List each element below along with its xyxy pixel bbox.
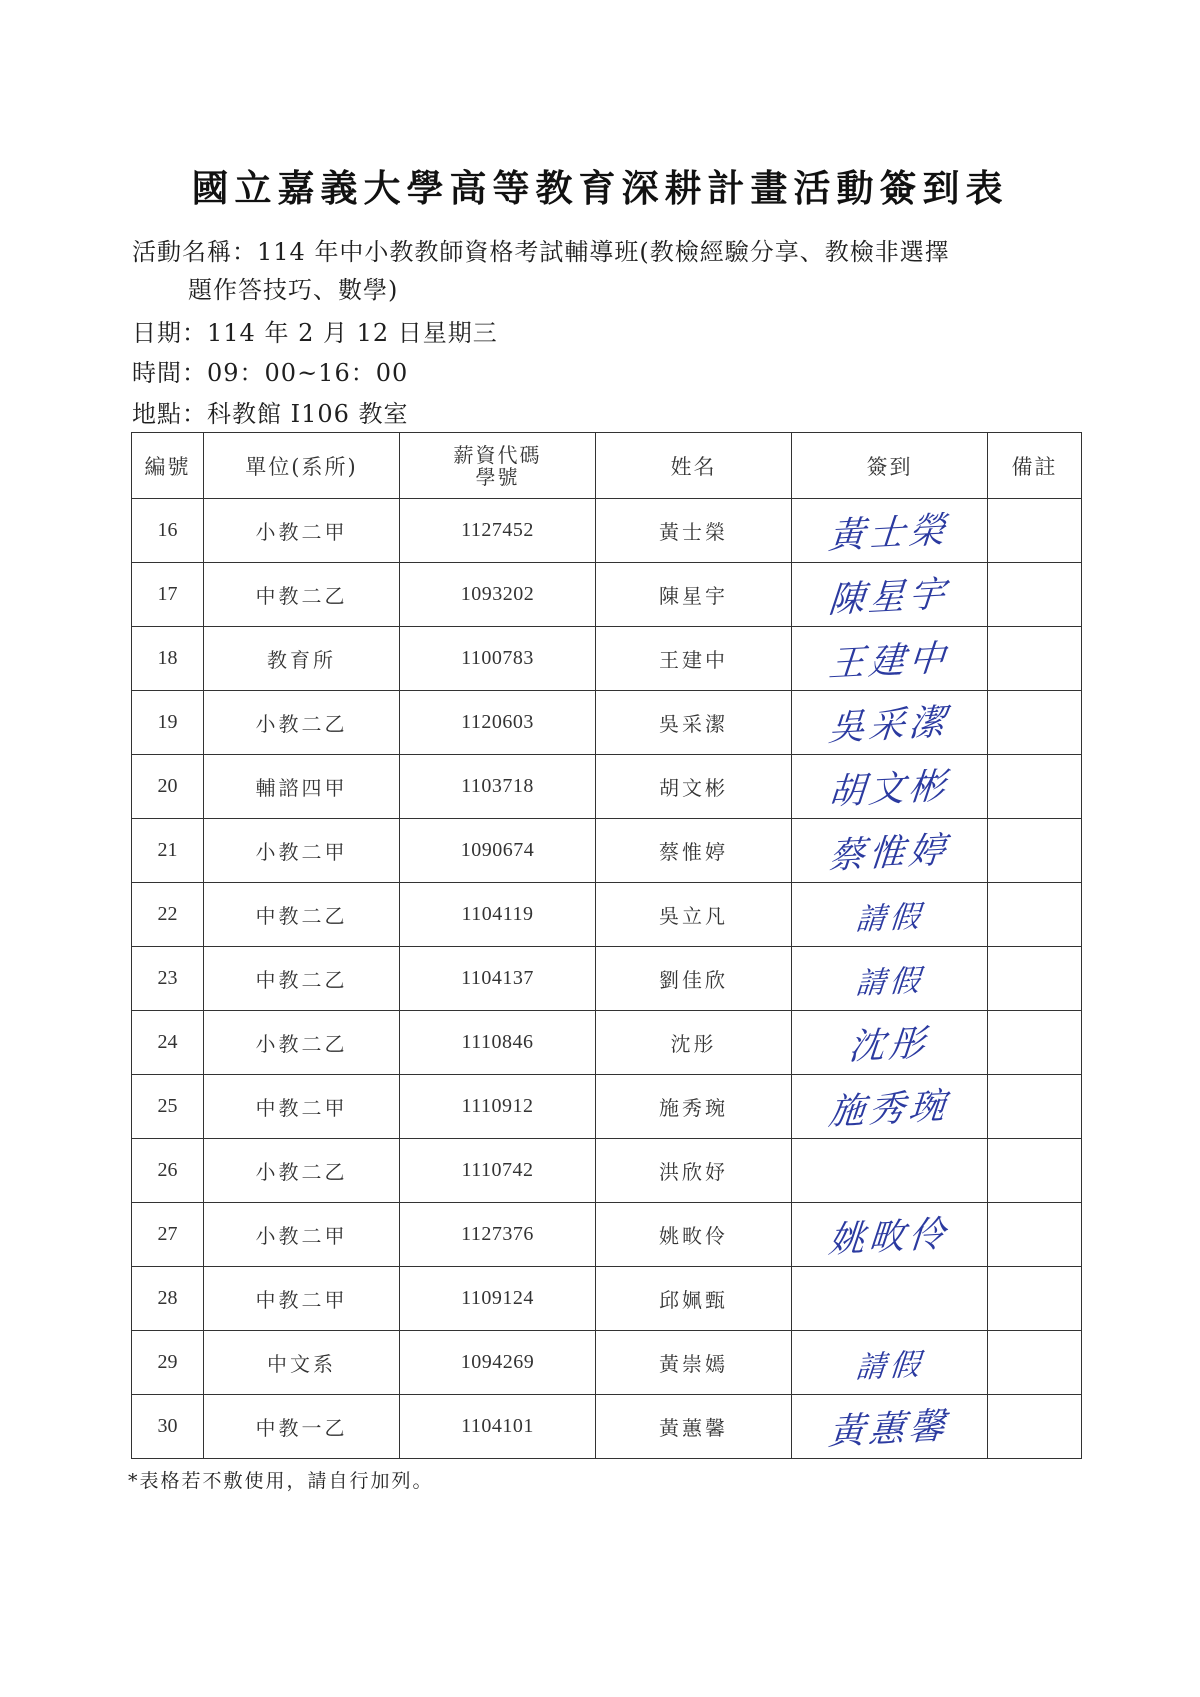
cell-code: 1094269 [400,1331,596,1395]
header-note: 備註 [988,433,1082,499]
table-row [132,1011,1082,1075]
cell-code: 1110912 [400,1075,596,1139]
cell-signature [792,499,988,563]
cell-unit: 中文系 [204,1331,400,1395]
handwritten-signature: 胡文彬 [827,765,951,814]
handwritten-signature: 黃士榮 [827,509,951,558]
cell-note [988,755,1082,819]
cell-unit: 中教二甲 [204,1075,400,1139]
cell-num: 20 [132,755,204,819]
cell-note [988,819,1082,883]
cell-note [988,1203,1082,1267]
table-row [132,1395,1082,1459]
handwritten-signature: 吳采潔 [827,701,951,750]
cell-name: 黃崇嫣 [596,1331,792,1395]
cell-signature [792,1139,988,1203]
handwritten-signature: 王建中 [827,637,951,686]
cell-name: 黃士榮 [596,499,792,563]
table-row [132,691,1082,755]
cell-note [988,1139,1082,1203]
table-header-row [132,433,1082,499]
cell-code: 1093202 [400,563,596,627]
date-label: 日期： [132,319,207,347]
cell-code: 1104137 [400,947,596,1011]
cell-code: 1120603 [400,691,596,755]
header-code-line1: 薪資代碼 [453,442,542,467]
table-row [132,627,1082,691]
header-name: 姓名 [596,433,792,499]
cell-unit: 小教二甲 [204,1203,400,1267]
cell-signature [792,1075,988,1139]
cell-signature [792,755,988,819]
table-row [132,883,1082,947]
cell-name: 陳星宇 [596,563,792,627]
header-unit: 單位(系所) [204,433,400,499]
table-row [132,755,1082,819]
cell-note [988,1395,1082,1459]
table-row [132,1075,1082,1139]
handwritten-signature: 黃蕙馨 [827,1405,951,1454]
cell-signature [792,627,988,691]
activity-name-1: 114 年中小教教師資格考試輔導班(教檢經驗分享、教檢非選擇 [257,238,950,266]
table-row [132,819,1082,883]
cell-unit: 小教二甲 [204,819,400,883]
table-row [132,1139,1082,1203]
cell-num: 24 [132,1011,204,1075]
location-label: 地點： [132,400,207,428]
cell-num: 18 [132,627,204,691]
cell-signature [792,1395,988,1459]
date-line [132,313,498,348]
header-code-line2: 學號 [475,464,520,489]
cell-code: 1127376 [400,1203,596,1267]
cell-unit: 小教二甲 [204,499,400,563]
cell-note [988,499,1082,563]
cell-signature [792,563,988,627]
cell-unit: 輔諮四甲 [204,755,400,819]
cell-name: 施秀琬 [596,1075,792,1139]
header-sign: 簽到 [792,433,988,499]
cell-num: 16 [132,499,204,563]
cell-code: 1127452 [400,499,596,563]
cell-note [988,1075,1082,1139]
cell-signature [792,1331,988,1395]
cell-signature [792,947,988,1011]
cell-note [988,947,1082,1011]
cell-num: 25 [132,1075,204,1139]
cell-code: 1100783 [400,627,596,691]
header-num: 編號 [132,433,204,499]
cell-name: 劉佳欣 [596,947,792,1011]
cell-name: 胡文彬 [596,755,792,819]
handwritten-signature: 請假 [853,962,925,1002]
cell-name: 姚畋伶 [596,1203,792,1267]
cell-num: 22 [132,883,204,947]
cell-note [988,1267,1082,1331]
cell-num: 26 [132,1139,204,1203]
table-row [132,1267,1082,1331]
date-value: 114 年 2 月 12 日星期三 [207,319,498,347]
footnote: *表格若不敷使用，請自行加列。 [128,1470,434,1492]
cell-signature [792,883,988,947]
handwritten-signature: 蔡惟婷 [827,829,951,878]
cell-name: 沈彤 [596,1011,792,1075]
cell-signature [792,1203,988,1267]
location-value: 科教館 I106 教室 [207,400,409,428]
cell-note [988,563,1082,627]
cell-num: 30 [132,1395,204,1459]
cell-name: 蔡惟婷 [596,819,792,883]
time-value: 09：00~16：00 [207,359,409,387]
cell-num: 17 [132,563,204,627]
cell-num: 29 [132,1331,204,1395]
cell-note [988,627,1082,691]
table-row [132,947,1082,1011]
cell-signature [792,1011,988,1075]
cell-num: 27 [132,1203,204,1267]
cell-num: 28 [132,1267,204,1331]
cell-unit: 中教一乙 [204,1395,400,1459]
handwritten-signature: 請假 [853,898,925,938]
cell-signature [792,819,988,883]
cell-unit: 教育所 [204,627,400,691]
handwritten-signature: 姚畋伶 [827,1213,951,1262]
attendance-table [131,432,1082,1459]
handwritten-signature: 沈彤 [847,1022,931,1069]
cell-unit: 小教二乙 [204,1139,400,1203]
cell-code: 1109124 [400,1267,596,1331]
cell-signature [792,1267,988,1331]
table-row [132,499,1082,563]
cell-unit: 小教二乙 [204,1011,400,1075]
cell-name: 王建中 [596,627,792,691]
cell-num: 19 [132,691,204,755]
cell-code: 1104119 [400,883,596,947]
cell-name: 洪欣妤 [596,1139,792,1203]
table-row [132,1331,1082,1395]
cell-num: 23 [132,947,204,1011]
cell-name: 邱姵甄 [596,1267,792,1331]
cell-note [988,883,1082,947]
table-row [132,563,1082,627]
cell-note [988,691,1082,755]
cell-note [988,1011,1082,1075]
location-line [132,394,409,429]
cell-note [988,1331,1082,1395]
header-code [400,433,596,499]
cell-unit: 中教二甲 [204,1267,400,1331]
handwritten-signature: 施秀琬 [827,1085,951,1134]
cell-name: 吳采潔 [596,691,792,755]
cell-unit: 中教二乙 [204,883,400,947]
activity-label: 活動名稱： [132,238,257,266]
time-line [132,353,408,388]
handwritten-signature: 陳星宇 [827,573,951,622]
cell-num: 21 [132,819,204,883]
cell-name: 黃蕙馨 [596,1395,792,1459]
cell-unit: 小教二乙 [204,691,400,755]
handwritten-signature: 請假 [853,1346,925,1386]
cell-signature [792,691,988,755]
cell-code: 1090674 [400,819,596,883]
cell-unit: 中教二乙 [204,947,400,1011]
cell-code: 1110846 [400,1011,596,1075]
activity-name-line [132,232,950,267]
cell-code: 1103718 [400,755,596,819]
cell-name: 吳立凡 [596,883,792,947]
page-title: 國立嘉義大學高等教育深耕計畫活動簽到表 [191,166,1009,210]
time-label: 時間： [132,359,207,387]
cell-code: 1110742 [400,1139,596,1203]
cell-unit: 中教二乙 [204,563,400,627]
table-row [132,1203,1082,1267]
cell-code: 1104101 [400,1395,596,1459]
activity-name-2: 題作答技巧、數學) [188,276,399,304]
